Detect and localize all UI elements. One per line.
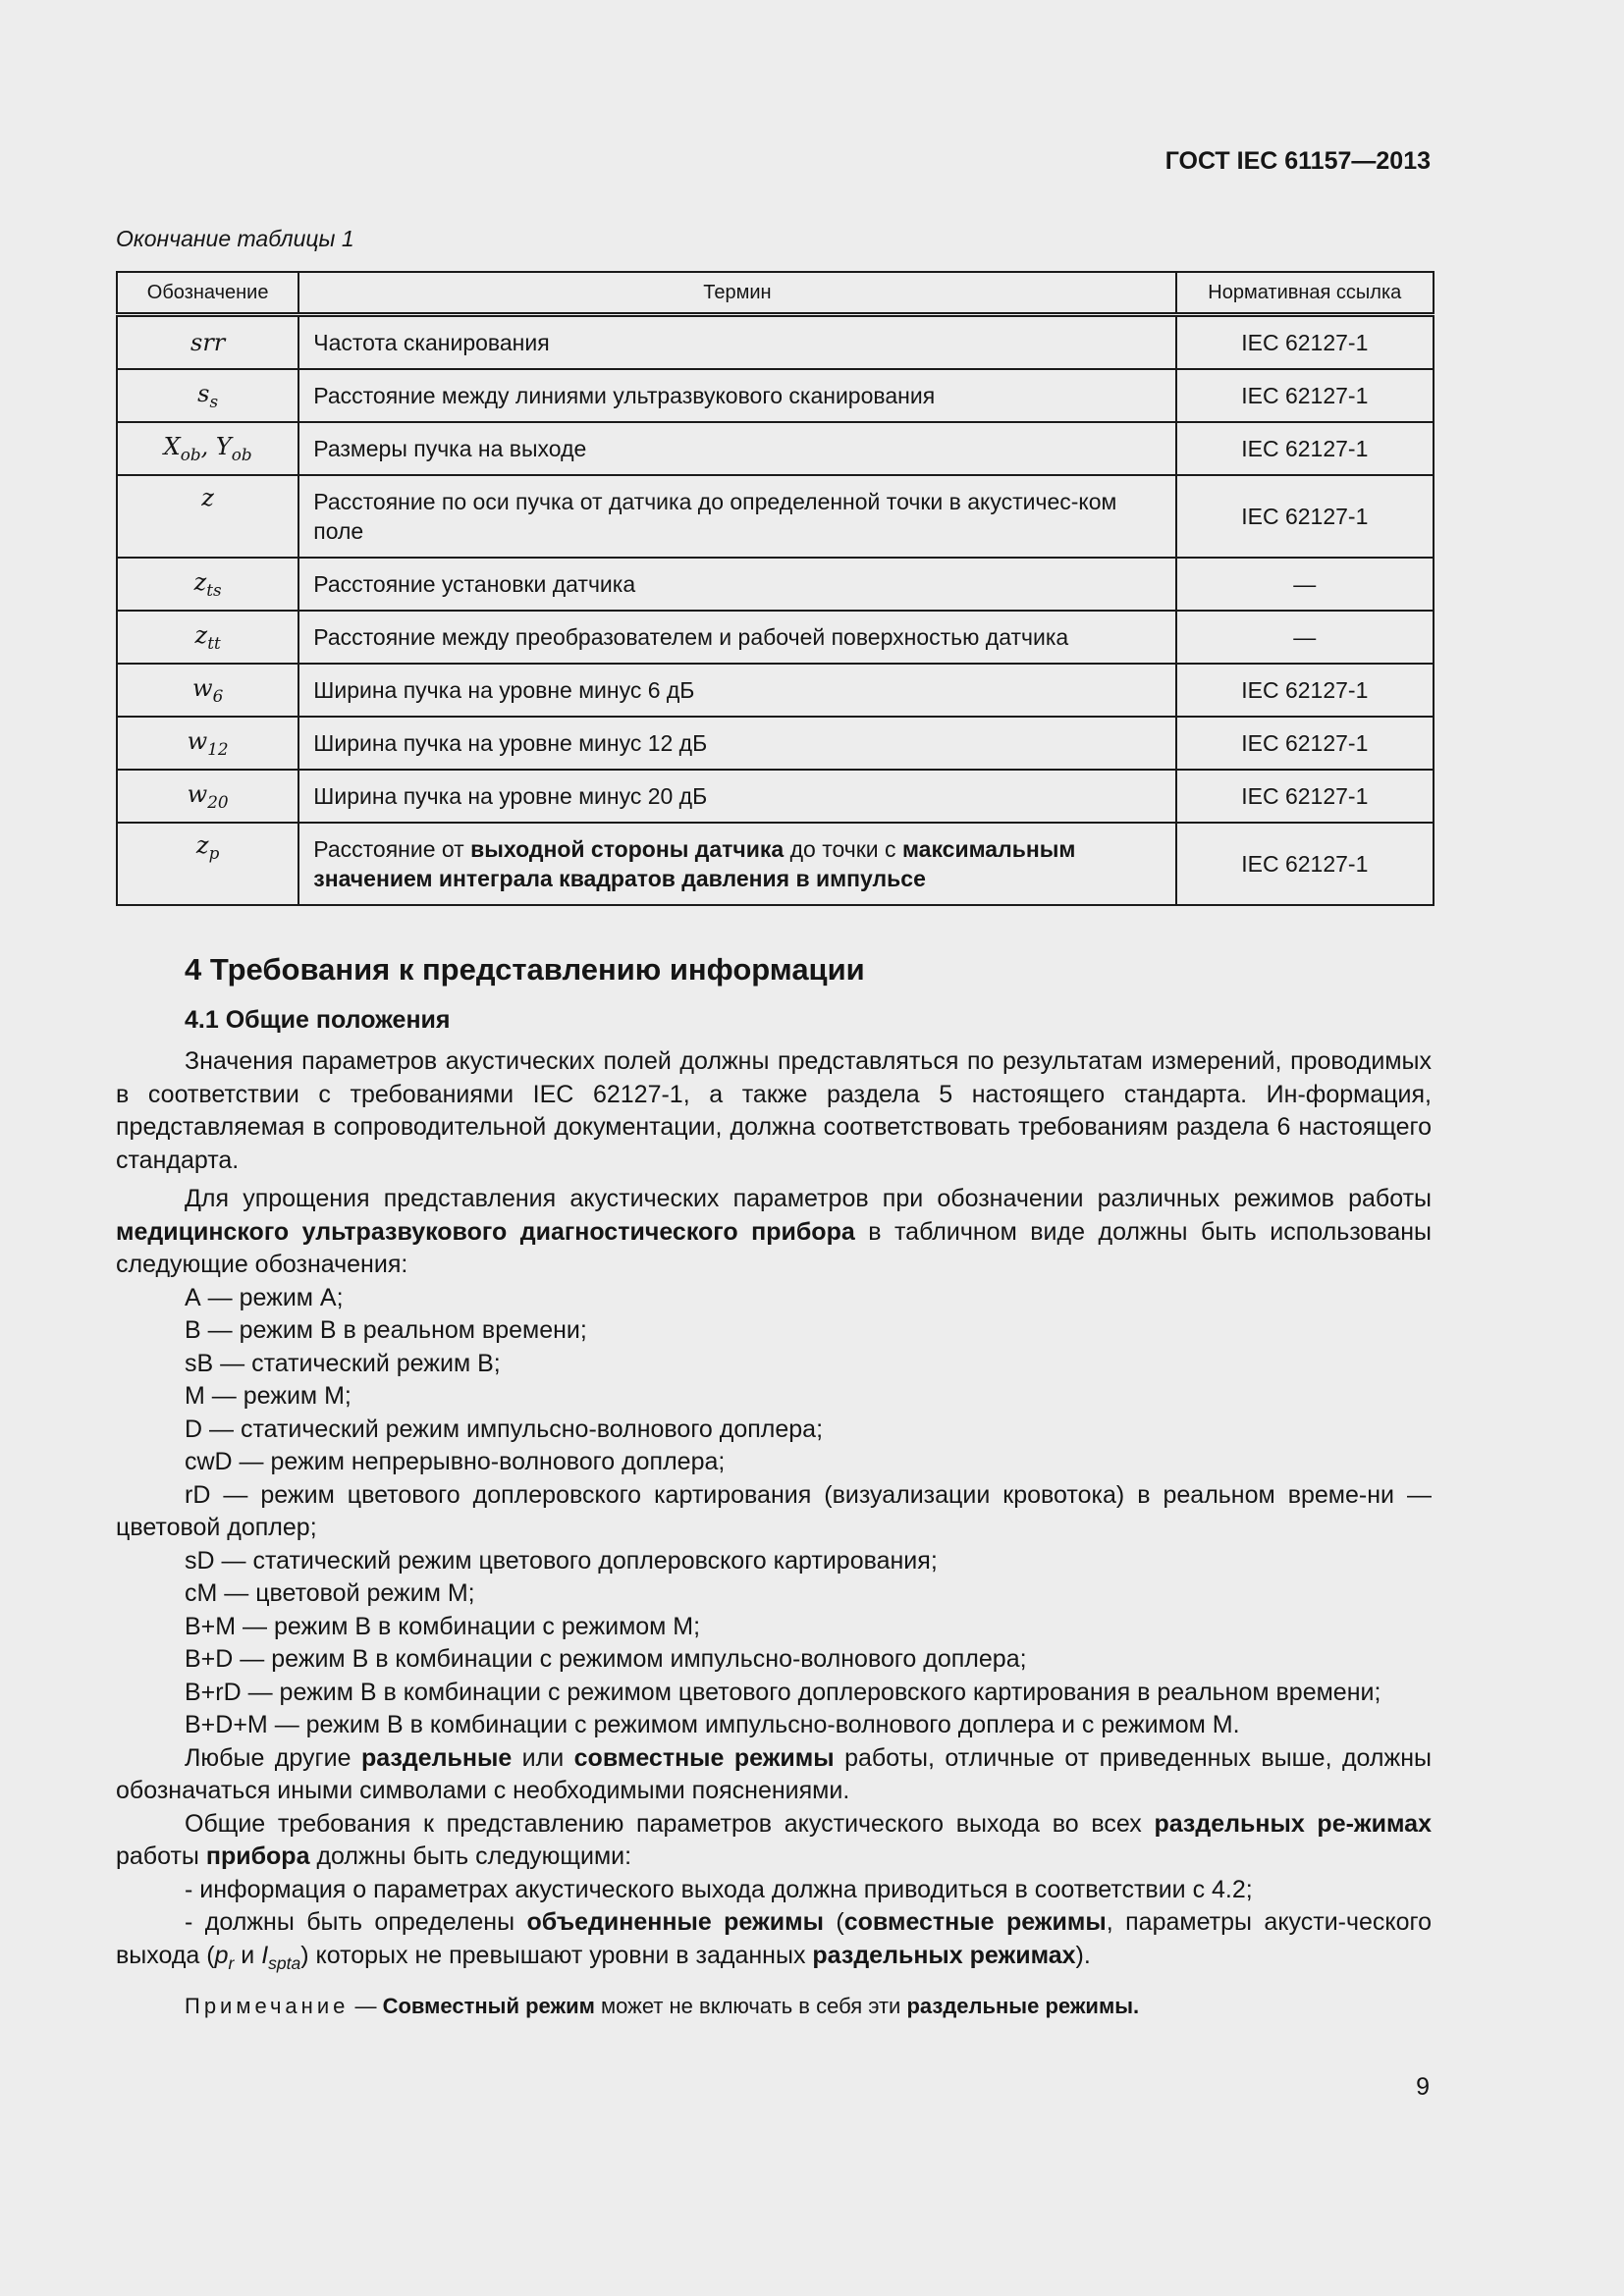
table-row: [117, 823, 1434, 905]
subsection-title: 4.1 Общие положения: [185, 1006, 451, 1034]
list-item: cwD — режим непрерывно-волнового доплера;: [185, 1448, 726, 1475]
table-row: [117, 611, 1434, 664]
reference-cell: —: [1176, 611, 1434, 664]
term-cell: Расстояние по оси пучка от датчика до определенной точки в акустичес-ком поле: [298, 475, 1175, 558]
reference-cell: IEC 62127-1: [1176, 717, 1434, 770]
paragraph: Любые другие раздельные или совместные режимы работы, отличные от приведенных выше, должны обозначаться иными символами с необходимыми пояснениями.: [116, 1743, 1432, 1804]
list-item: D — статический режим импульсно-волнового доплера;: [185, 1415, 824, 1443]
list-item: B+rD — режим В в комбинации с режимом цветового доплеровского картирования в реальном времени;: [185, 1678, 1381, 1706]
reference-cell: IEC 62127-1: [1176, 770, 1434, 823]
reference-cell: —: [1176, 558, 1434, 611]
list-item: М — режим М;: [185, 1382, 352, 1410]
symbol-cell: $z_p$: [117, 823, 298, 905]
standard-id: ГОСТ IEC 61157—2013: [1164, 147, 1431, 175]
term-cell: Ширина пучка на уровне минус 6 дБ: [298, 664, 1175, 717]
symbol-cell: z: [117, 475, 298, 558]
list-item: sB — статический режим В;: [185, 1349, 501, 1377]
list-item: B+M — режим В в комбинации с режимом М;: [185, 1612, 701, 1640]
symbol-cell: $X_{ob}$, $Y_{ob}$: [117, 422, 298, 475]
paragraph: Значения параметров акустических полей должны представляться по результатам измерений, проводимых в соответствии с требованиями IEC 62127-1, а также раздела 5 настоящего стандарта. Ин-формация, представляемая в сопроводительной документации, должна соответствовать требованиям раздела 6 настоящего стандарта.: [116, 1047, 1432, 1174]
table-row: [117, 664, 1434, 717]
reference-cell: IEC 62127-1: [1176, 823, 1434, 905]
reference-cell: IEC 62127-1: [1176, 475, 1434, 558]
symbol-cell: $z_{ts}$: [117, 558, 298, 611]
table-row: [117, 315, 1434, 370]
list-item: sD — статический режим цветового доплеровского картирования;: [185, 1546, 938, 1575]
table-row: [117, 717, 1434, 770]
reference-cell: IEC 62127-1: [1176, 422, 1434, 475]
term-cell: Расстояние от выходной стороны датчика до точки с максимальным значением интеграла квадратов давления в импульсе: [298, 823, 1175, 905]
column-header-term: Термин: [298, 272, 1175, 315]
list-item: cM — цветовой режим М;: [185, 1579, 475, 1607]
column-header-reference: Нормативная ссылка: [1176, 272, 1434, 315]
reference-cell: IEC 62127-1: [1176, 664, 1434, 717]
table-caption: Окончание таблицы 1: [116, 226, 354, 251]
term-cell: Ширина пучка на уровне минус 12 дБ: [298, 717, 1175, 770]
table-row: [117, 475, 1434, 558]
paragraph: Для упрощения представления акустических параметров при обозначении различных режимов работы медицинского ультразвукового диагностического прибора в табличном виде должны быть использованы следующие обозначения:: [116, 1185, 1432, 1278]
reference-cell: IEC 62127-1: [1176, 315, 1434, 370]
symbol-cell: $z_{tt}$: [117, 611, 298, 664]
symbol-cell: $w_{12}$: [117, 717, 298, 770]
list-item: B+D+M — режим В в комбинации с режимом импульсно-волнового доплера и с режимом М.: [185, 1711, 1240, 1738]
note: Примечание — Совместный режим может не включать в себя эти раздельные режимы.: [185, 1994, 1140, 2018]
column-header-symbol: Обозначение: [117, 272, 298, 315]
table-header-row: [117, 272, 1434, 315]
paragraph: Общие требования к представлению параметров акустического выхода во всех раздельных ре-жимах работы прибора должны быть следующими:: [116, 1809, 1432, 1870]
table-row: [117, 770, 1434, 823]
list-item: rD — режим цветового доплеровского картирования (визуализации кровотока) в реальном време-ни — цветовой доплер;: [116, 1480, 1432, 1541]
bullet-item: - информация о параметрах акустического выхода должна приводиться в соответствии с 4.2;: [185, 1875, 1253, 1903]
list-item: А — режим А;: [185, 1283, 344, 1311]
page-number: 9: [1416, 2073, 1430, 2101]
term-cell: Расстояние между линиями ультразвукового сканирования: [298, 369, 1175, 422]
table-row: [117, 422, 1434, 475]
term-cell: Расстояние установки датчика: [298, 558, 1175, 611]
symbol-cell: $s_s$: [117, 369, 298, 422]
list-item: B+D — режим В в комбинации с режимом импульсно-волнового доплера;: [185, 1645, 1027, 1673]
term-cell: Ширина пучка на уровне минус 20 дБ: [298, 770, 1175, 823]
section-title: 4 Требования к представлению информации: [185, 952, 865, 987]
table-row: [117, 369, 1434, 422]
list-item: В — режим В в реальном времени;: [185, 1316, 587, 1344]
definitions-table: [116, 271, 1435, 906]
term-cell: Расстояние между преобразователем и рабочей поверхностью датчика: [298, 611, 1175, 664]
symbol-cell: $w_6$: [117, 664, 298, 717]
symbol-cell: $w_{20}$: [117, 770, 298, 823]
reference-cell: IEC 62127-1: [1176, 369, 1434, 422]
section-body: [116, 945, 1432, 2022]
term-cell: Частота сканирования: [298, 315, 1175, 370]
table-row: [117, 558, 1434, 611]
term-cell: Размеры пучка на выходе: [298, 422, 1175, 475]
bullet-item: - должны быть определены объединенные режимы (совместные режимы, параметры акусти-ческого выхода ($p_r$ и $I_{spta}$) которых не превышают уровни в заданных раздельных режимах).: [116, 1908, 1433, 1973]
symbol-cell: srr: [117, 315, 298, 370]
